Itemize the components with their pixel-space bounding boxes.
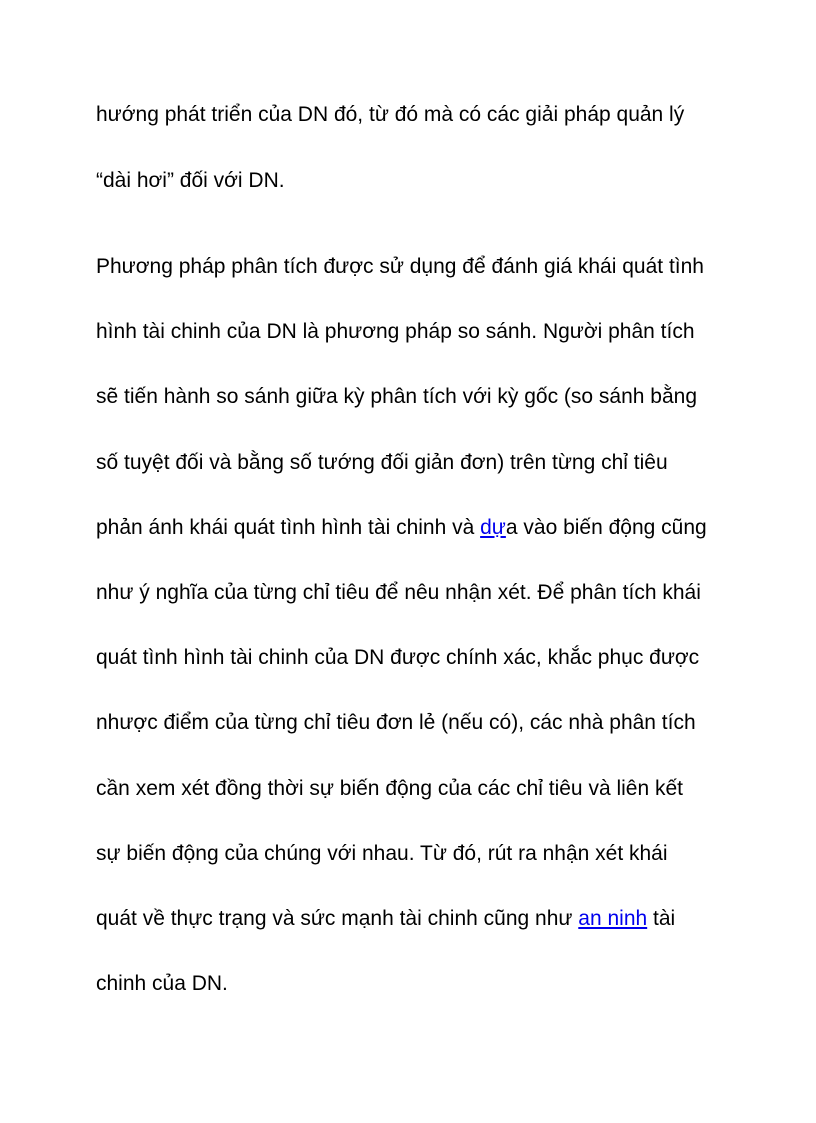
text-line [96, 515, 707, 541]
text-segment: tài [647, 907, 676, 930]
text-line: như ý nghĩa của từng chỉ tiêu để nêu nhận xét. Để phân tích khái [96, 581, 701, 604]
text-line: Phương pháp phân tích được sử dụng để đánh giá khái quát tình [96, 255, 704, 278]
text-segment: quát về thực trạng và sức mạnh tài chinh cũng như [96, 907, 579, 930]
text-line: số tuyệt đối và bằng số tướng đối giản đơn) trên từng chỉ tiêu [96, 451, 668, 474]
text-line: quát tình hình tài chinh của DN được chính xác, khắc phục được [96, 646, 700, 669]
text-line [96, 906, 675, 932]
text-line: cần xem xét đồng thời sự biến động của các chỉ tiêu và liên kết [96, 777, 683, 800]
hyperlink-an-ninh[interactable]: an ninh [578, 907, 648, 930]
text-line: chinh của DN. [96, 972, 228, 995]
text-line: “dài hơi” đối với DN. [96, 169, 285, 192]
text-line: sẽ tiến hành so sánh giữa kỳ phân tích với kỳ gốc (so sánh bằng [96, 385, 698, 408]
text-line: nhược điểm của từng chỉ tiêu đơn lẻ (nếu có), các nhà phân tích [96, 711, 696, 734]
text-line: sự biến động của chúng với nhau. Từ đó, rút ra nhận xét khái [96, 842, 668, 865]
text-line: hướng phát triển của DN đó, từ đó mà có các giải pháp quản lý [96, 103, 685, 126]
hyperlink-du[interactable]: dự [480, 516, 506, 539]
text-line: hình tài chinh của DN là phương pháp so sánh. Người phân tích [96, 320, 695, 343]
text-segment: phản ánh khái quát tình hình tài chinh và [96, 516, 481, 539]
text-segment: a vào biến động cũng [505, 516, 707, 539]
